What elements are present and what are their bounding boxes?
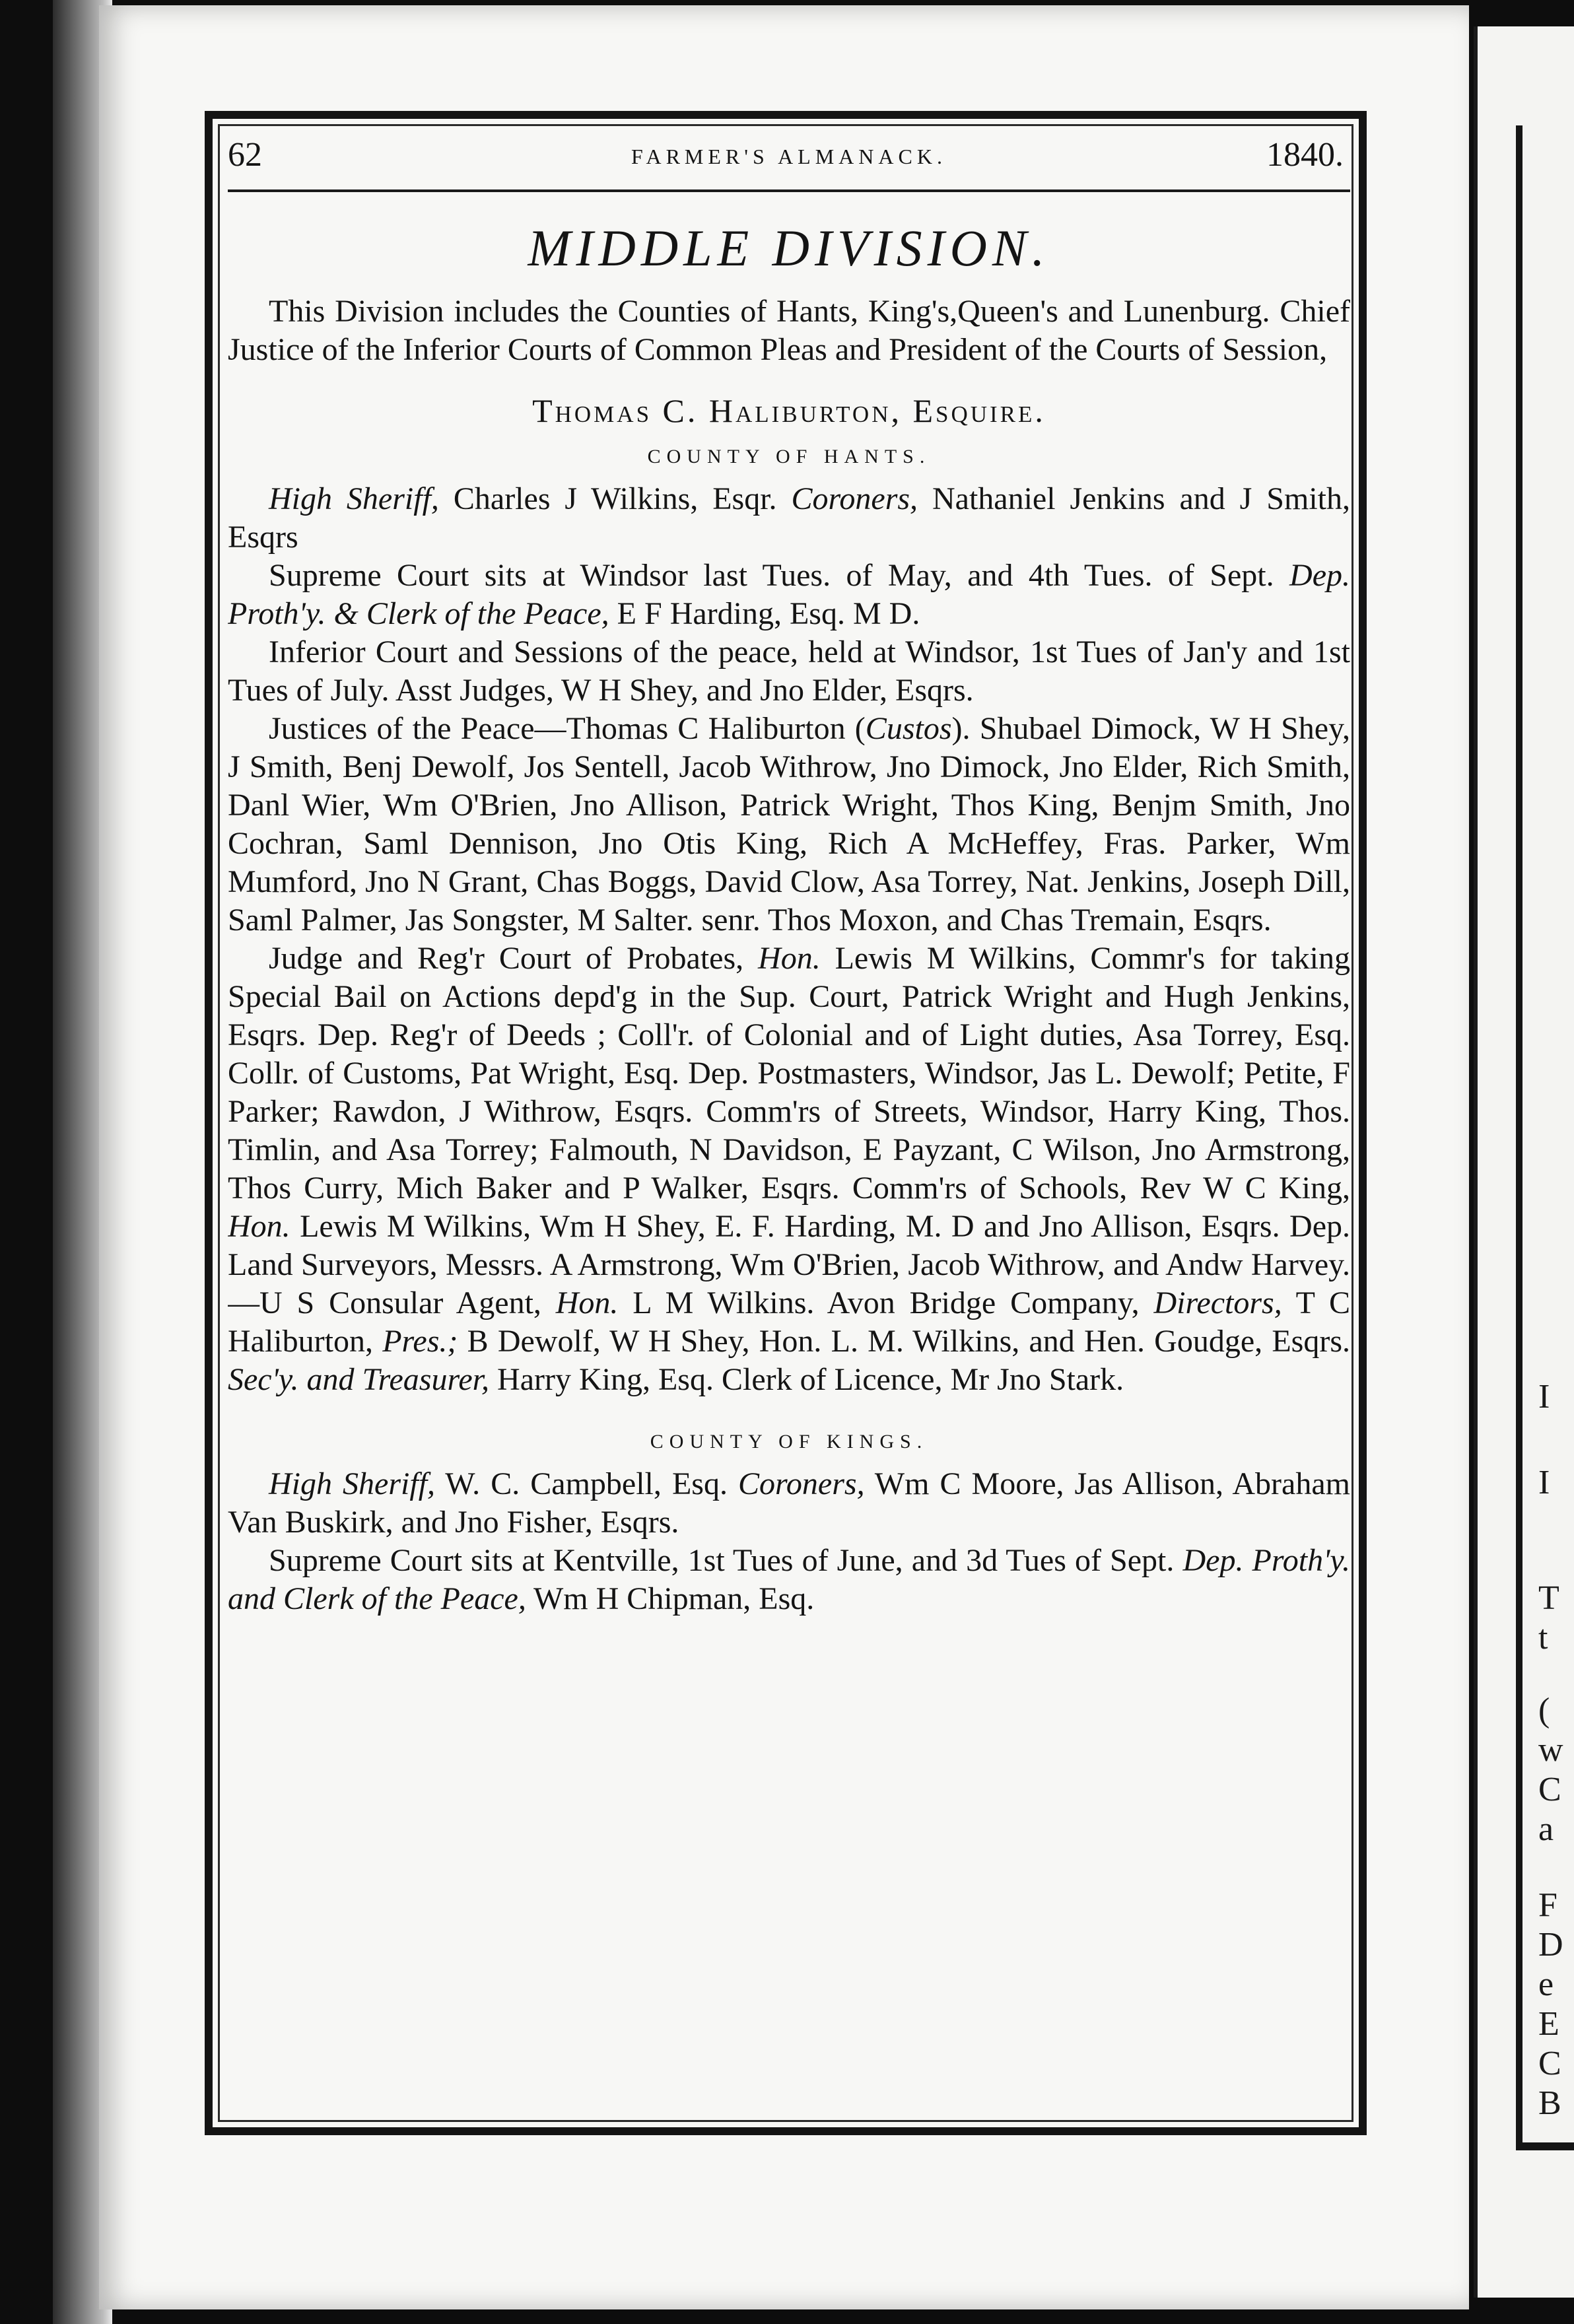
honorific: Hon. (555, 1285, 619, 1320)
chief-justice-name: Thomas C. Haliburton, Esquire. (532, 392, 1046, 429)
division-intro: This Division includes the Counties of Hants, King's,Queen's and Lunenburg. Chief Justice of the Inferior Courts of Common Pleas and President of the Courts of Session, (228, 294, 1350, 367)
sheriff-label: High Sheriff, (269, 1466, 436, 1501)
officials-text: T C Haliburton, (228, 1285, 1350, 1359)
prothonotary-name: Wm H Chipman, Esq. (526, 1581, 815, 1616)
facing-page-fragment: D (1538, 1926, 1563, 1964)
custos-label: Custos (865, 711, 952, 746)
hants-inferior-court-paragraph: Inferior Court and Sessions of the peace, held at Windsor, 1st Tues of Jan'y and 1st Tues of July. Asst Judges, W H Shey, and Jno Elder, Esqrs. (228, 634, 1350, 708)
coroners-names: Wm C Moore, Jas Allison, Abraham Van Buskirk, and Jno Fisher, Esqrs. (228, 1466, 1350, 1540)
hants-supreme-court-paragraph (228, 557, 1350, 633)
justices-list: ). Shubael Dimock, W H Shey, J Smith, Benj Dewolf, Jos Sentell, Jacob Withrow, Jno Dimock, Jno Elder, Rich Smith, Danl Wier, Wm O'Brien, Jno Allison, Patrick Wright, Thos King, Benjm Smith, Jno Cochran, Saml Dennison, Jno Otis King, Rich A McHeffey, Fras. Parker, Wm Mumford, Jno N Grant, Chas Boggs, David Clow, Asa Torrey, Nat. Jenkins, Joseph Dill, Saml Palmer, Jas Songster, M Salter. senr. Thos Moxon, and Chas Tremain, Esqrs. (228, 711, 1350, 938)
facing-page-border-bottom (1516, 2142, 1574, 2150)
facing-page-fragment: a (1538, 1810, 1554, 1848)
facing-page-fragment: ( (1538, 1692, 1550, 1729)
facing-page-fragment: T (1538, 1579, 1559, 1617)
running-header (228, 135, 1350, 182)
kings-supreme-court-paragraph (228, 1542, 1350, 1618)
prothonotary-name: E F Harding, Esq. M D. (609, 596, 920, 631)
coroners-names: Nathaniel Jenkins and J Smith, Esqrs (228, 481, 1350, 555)
officials-text: Lewis M Wilkins, Commr's for taking Special Bail on Actions depd'g in the Sup. Court, Patrick Wright and Hugh Jenkins, Esqrs. Dep. Reg'r of Deeds ; Coll'r. of Colonial and of Light duties, Asa Torrey, Esq. Collr. of Customs, Pat Wright, Esq. Dep. Postmasters, Windsor, Jas L. Dewolf; Petite, F Parker; Rawdon, J Withrow, Esqrs. Comm'rs of Streets, Windsor, Harry King, Thos. Timlin, and Asa Torrey; Falmouth, N Davidson, E Payzant, C Wilson, Jno Armstrong, Thos Curry, Mich Baker and P Walker, Esqrs. Comm'rs of Schools, Rev W C King, (228, 941, 1350, 1206)
facing-page-fragment: e (1538, 1965, 1554, 2003)
officials-text: L M Wilkins. Avon Bridge Company, (618, 1285, 1154, 1320)
supreme-court-text: Supreme Court sits at Kentville, 1st Tues of June, and 3d Tues of Sept. (269, 1543, 1183, 1578)
running-title: FARMER'S ALMANACK. (631, 145, 947, 168)
facing-page-fragment: t (1538, 1619, 1548, 1657)
honorific: Hon. (228, 1209, 291, 1244)
facing-page-fragment: I (1538, 1464, 1550, 1501)
header-rule (228, 189, 1350, 192)
division-title: MIDDLE DIVISION. (528, 219, 1050, 277)
hants-sheriff-paragraph (228, 480, 1350, 557)
kings-sheriff-paragraph (228, 1465, 1350, 1542)
secretary-label: Sec'y. and Treasurer, (228, 1362, 490, 1397)
facing-page-fragment: B (1538, 2084, 1561, 2122)
prothonotary-label: Dep. Proth'y. and Clerk of the Peace, (228, 1543, 1350, 1616)
hants-justices-paragraph (228, 710, 1350, 940)
page-content (228, 135, 1350, 2116)
officials-text: Judge and Reg'r Court of Probates, (269, 941, 759, 976)
facing-page-fragment: I (1538, 1378, 1550, 1416)
facing-page-fragment: E (1538, 2005, 1559, 2043)
supreme-court-text: Supreme Court sits at Windsor last Tues. of May, and 4th Tues. of Sept. (269, 558, 1290, 593)
coroners-label: Coroners, (738, 1466, 865, 1501)
officials-text: Lewis M Wilkins, Wm H Shey, E. F. Harding, M. D and Jno Allison, Esqrs. Dep. Land Surveyors, Messrs. A Armstrong, Wm O'Brien, Jacob Withrow, and Andw Harvey.—U S Consular Agent, (228, 1209, 1350, 1320)
officials-text: B Dewolf, W H Shey, Hon. L. M. Wilkins, and Hen. Goudge, Esqrs. (458, 1324, 1350, 1359)
president-label: Pres.; (382, 1324, 458, 1359)
sheriff-label: High Sheriff, (269, 481, 439, 516)
hants-officials-paragraph (228, 940, 1350, 1399)
county-heading-kings: COUNTY OF KINGS. (650, 1431, 928, 1452)
sheriff-name: Charles J Wilkins, Esqr. (438, 481, 792, 516)
county-heading-hants: COUNTY OF HANTS. (647, 446, 931, 467)
facing-page-edge (1474, 26, 1574, 2298)
page-number: 62 (228, 136, 262, 174)
facing-page-fragment: w (1538, 1731, 1563, 1769)
coroners-label: Coroners, (791, 481, 918, 516)
facing-page-fragment: F (1538, 1886, 1557, 1924)
justices-text: Justices of the Peace—Thomas C Haliburton ( (269, 711, 866, 746)
honorific: Hon. (758, 941, 821, 976)
officials-text: Harry King, Esq. Clerk of Licence, Mr Jno Stark. (489, 1362, 1124, 1397)
facing-page-fragment: C (1538, 1771, 1561, 1808)
facing-page-fragment: C (1538, 2045, 1561, 2082)
sheriff-name: W. C. Campbell, Esq. (435, 1466, 738, 1501)
header-year: 1840. (1266, 136, 1344, 174)
facing-page-border (1516, 125, 1523, 2146)
prothonotary-label: Dep. Proth'y. & Clerk of the Peace, (228, 558, 1350, 631)
directors-label: Directors, (1153, 1285, 1282, 1320)
